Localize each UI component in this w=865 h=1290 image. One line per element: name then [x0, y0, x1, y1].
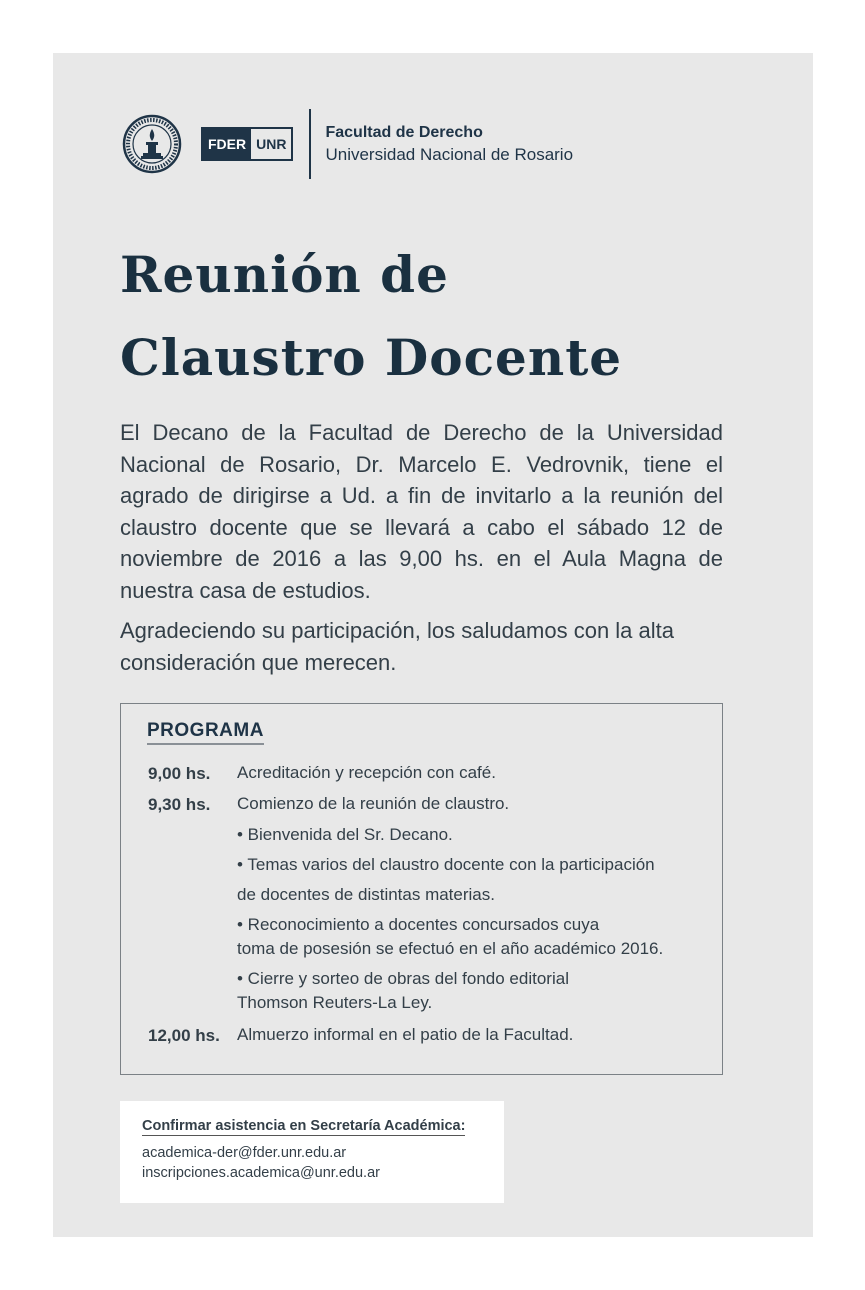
header: [122, 109, 573, 179]
header-text: [325, 124, 573, 165]
program-item-2: Comienzo de la reunión de claustro.: [237, 794, 510, 813]
title-line-1: Reunión de: [120, 245, 449, 304]
page-title: [120, 233, 622, 399]
fder-logo-right: UNR: [251, 129, 291, 159]
program-sub-4b: Thomson Reuters-La Ley.: [237, 993, 433, 1012]
program-sub-3b: toma de posesión se efectuó en el año académico 2016.: [237, 939, 664, 958]
rsvp-box: [120, 1101, 504, 1203]
program-time-1: 9,00 hs.: [148, 764, 211, 783]
program-sub-4a: • Cierre y sorteo de obras del fondo editorial: [237, 969, 569, 988]
program-item-1: Acreditación y recepción con café.: [237, 763, 496, 782]
closing-paragraph: Agradeciendo su participación, los saludamos con la alta consideración que merecen.: [120, 618, 674, 675]
program-box: [120, 703, 723, 1075]
program-time-2: 9,30 hs.: [148, 795, 211, 814]
rsvp-heading: Confirmar asistencia en Secretaría Académica:: [142, 1118, 466, 1134]
title-line-2: Claustro Docente: [120, 328, 623, 387]
rsvp-email-1[interactable]: academica-der@fder.unr.edu.ar: [142, 1145, 347, 1161]
program-time-3: 12,00 hs.: [148, 1026, 220, 1045]
rsvp-email-2[interactable]: inscripciones.academica@unr.edu.ar: [142, 1165, 380, 1181]
program-sub-3a: • Reconocimiento a docentes concursados cuya: [237, 915, 600, 934]
university-name: Universidad Nacional de Rosario: [325, 144, 574, 164]
fder-logo-left: FDER: [203, 129, 251, 159]
intro-paragraph: El Decano de la Facultad de Derecho de la Universidad Nacional de Rosario, Dr. Marcelo E. Vedrovnik, tiene el agrado de dirigirse a Ud. a fin de invitarlo a la reunión del claustro docente que se llevará a cabo el sábado 12 de noviembre de 2016 a las 9,00 hs. en el Aula Magna de nuestra casa de estudios.: [120, 420, 723, 603]
program-sub-2a: • Temas varios del claustro docente con la participación: [237, 855, 655, 874]
program-item-3: Almuerzo informal en el patio de la Facultad.: [237, 1025, 574, 1044]
unr-seal-icon: [122, 114, 182, 174]
program-sub-1: • Bienvenida del Sr. Decano.: [237, 825, 453, 844]
fder-unr-logo: [201, 127, 293, 161]
faculty-name: Facultad de Derecho: [325, 123, 483, 141]
program-heading: PROGRAMA: [147, 720, 264, 745]
invitation-card: [53, 53, 813, 1237]
header-divider: [309, 109, 311, 179]
program-sub-2b: de docentes de distintas materias.: [237, 885, 495, 904]
